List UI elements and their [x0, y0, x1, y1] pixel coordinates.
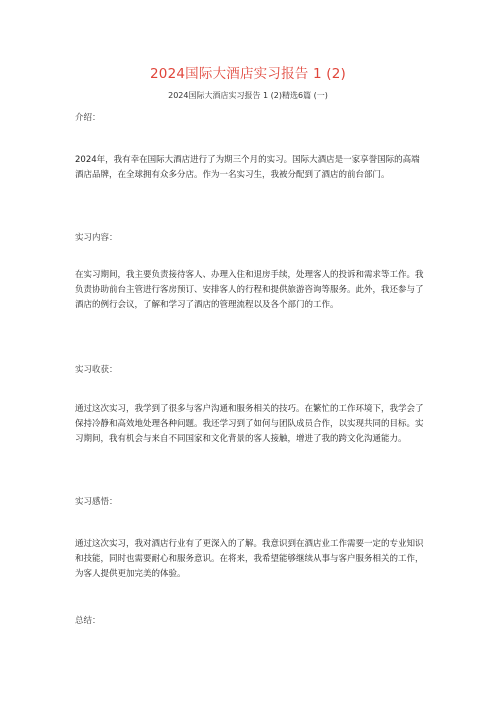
section-heading-content: 实习内容：: [75, 233, 118, 243]
section-body-content: 在实习期间，我主要负责接待客人、办理入住和退房手续，处理客人的投诉和需求等工作。我负责协助前台主管进行客房预订、安排客人的行程和提供旅游咨询等服务。此外，我还参与了酒店的例行会议，了解和学习了酒店的管理流程以及各个部门的工作。: [75, 270, 424, 311]
section-heading-gains: 实习收获：: [75, 365, 118, 375]
section-heading-intro: 介绍：: [75, 113, 101, 123]
section-body-gains: 通过这次实习，我学到了很多与客户沟通和服务相关的技巧。在繁忙的工作环境下，我学会了保持冷静和高效地处理各种问题。我还学习到了如何与团队成员合作，以实现共同的目标。实习期间，我有机会与来自不同国家和文化背景的客人接触，增进了我的跨文化沟通能力。: [75, 404, 424, 445]
section-heading-summary: 总结：: [75, 616, 101, 626]
section-heading-reflections: 实习感悟：: [75, 497, 118, 507]
document-title: 2024国际大酒店实习报告 1 (2): [150, 66, 346, 82]
document-subtitle: 2024国际大酒店实习报告 1 (2)精选6篇 (一): [168, 91, 328, 100]
section-body-reflections: 通过这次实习，我对酒店行业有了更深入的了解。我意识到在酒店业工作需要一定的专业知识和技能，同时也需要耐心和服务意识。在将来，我希望能够继续从事与客户服务相关的工作，为客人提供更加完美的体验。: [75, 539, 424, 580]
section-body-intro: 2024年，我有幸在国际大酒店进行了为期三个月的实习。国际大酒店是一家享誉国际的高端酒店品牌，在全球拥有众多分店。作为一名实习生，我被分配到了酒店的前台部门。: [75, 155, 420, 181]
